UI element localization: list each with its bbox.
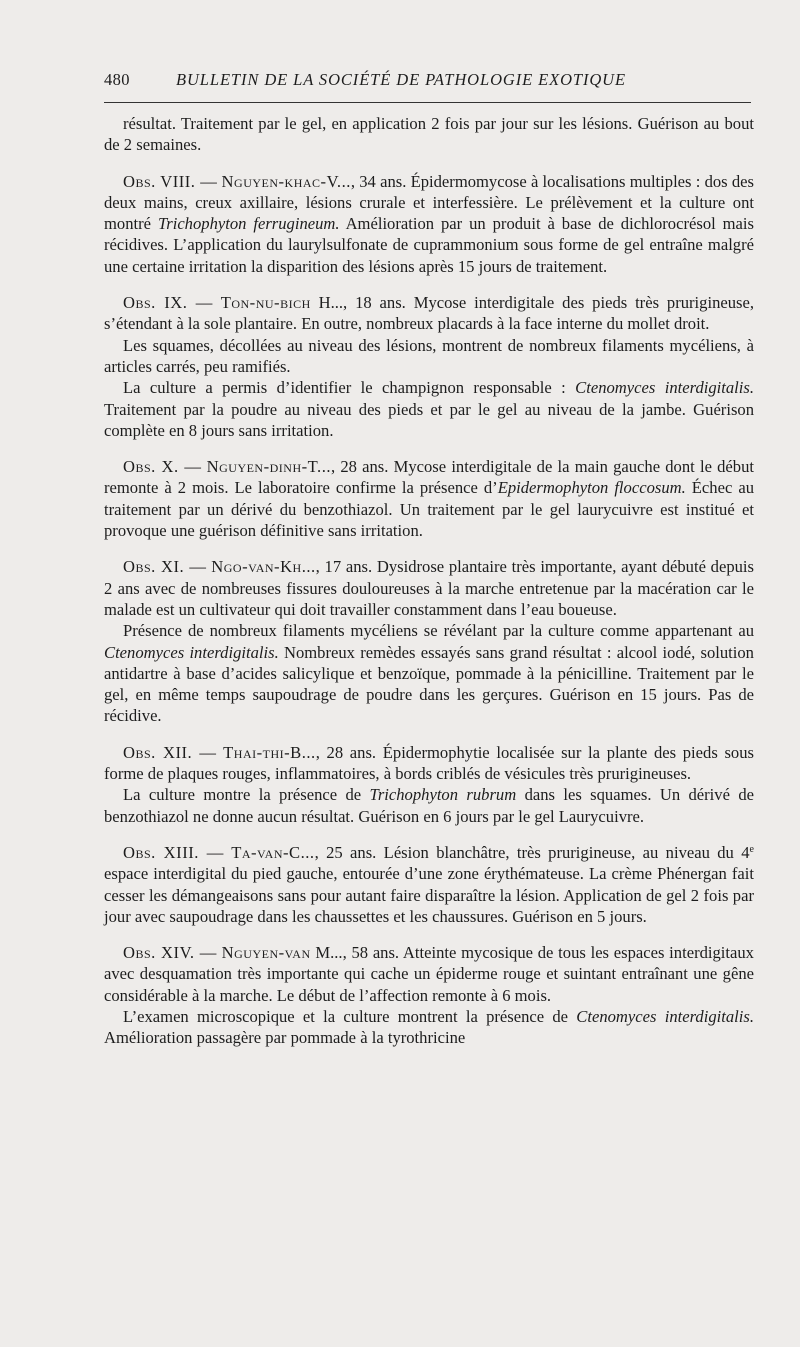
obs-label: Obs. XI. — bbox=[123, 557, 207, 577]
species-name: Ctenomyces interdigitalis. bbox=[104, 642, 279, 662]
patient-name: Ton-nu-bich bbox=[220, 293, 311, 313]
observation-14-para-2: L’examen microscopique et la culture montrent la présence de Ctenomyces interdigitalis. Amélioration passagère par pommade à la tyrothricine bbox=[104, 1006, 754, 1048]
observation-9-para-2: Les squames, décollées au niveau des lésions, montrent de nombreux filaments mycéliens, à articles carrés, peu ramifiés. bbox=[104, 335, 754, 376]
running-header bbox=[104, 70, 754, 96]
observation-12-para-2: La culture montre la présence de Trichophyton rubrum dans les squames. Un dérivé de benzothiazol ne donne aucun résultat. Guérison en 6 jours par le gel Laurycuivre. bbox=[104, 785, 754, 826]
patient-name: Thai-thi-B... bbox=[223, 742, 316, 762]
species-name: Ctenomyces interdigitalis. bbox=[576, 1006, 754, 1026]
observation-11: Obs. XI. — Ngo-van-Kh..., 17 ans. Dysidrose plantaire très importante, ayant débuté depuis 2 ans avec de nombreuses fissures douloureuses à la marche entretenue par la macération car le malade est un cultivateur qui doit travailler constamment dans l’eau boueuse. bbox=[104, 557, 755, 619]
obs-label: Obs. X. — bbox=[123, 457, 202, 477]
observation-8: Obs. VIII. — Nguyen-khac-V..., 34 ans. Épidermomycose à localisations multiples : dos des deux mains, creux axillaire, lésions crurale et interfessière. Le prélèvement et la culture ont montré Trichophyton ferrugineum. Amélioration par un produit à base de dichlorocrésol mais récidives. L’application du laurylsulfonate de cuprammonium sous forme de gel entraîne malgré une certaine irritation la disparition des lésions après 15 jours de traitement. bbox=[104, 171, 754, 276]
paragraph-continuation: résultat. Traitement par le gel, en application 2 fois par jour sur les lésions. Guérison au bout de 2 semaines. bbox=[104, 114, 754, 155]
observation-9: Obs. IX. — Ton-nu-bich H..., 18 ans. Mycose interdigitale des pieds très prurigineuse, s’étendant à la sole plantaire. En outre, nombreux placards à la face interne du mollet droit. bbox=[104, 293, 755, 334]
patient-name: Ta-van-C... bbox=[231, 842, 315, 862]
observation-9-para-3: La culture a permis d’identifier le champignon responsable : Ctenomyces interdigitalis. Traitement par la poudre au niveau des pieds et par le gel au niveau de la jambe. Guérison complète en 8 jours sans irritation. bbox=[104, 378, 754, 440]
patient-name: Ngo-van-Kh... bbox=[211, 557, 316, 577]
species-name: Ctenomyces interdigitalis. bbox=[575, 378, 754, 398]
patient-name: Nguyen-khac-V... bbox=[221, 171, 351, 191]
obs-label: Obs. IX. — bbox=[123, 293, 213, 313]
observation-14: Obs. XIV. — Nguyen-van M..., 58 ans. Atteinte mycosique de tous les espaces interdigitaux avec desquamation très importante qui cache un épiderme rouge et suintant entraînant une gêne considérable à la marche. Le début de l’affection remonte à 6 mois. bbox=[104, 943, 754, 1005]
species-name: Epidermophyton floccosum. bbox=[497, 478, 686, 498]
ordinal-superscript: e bbox=[749, 843, 754, 855]
obs-label: Obs. XIII. — bbox=[123, 842, 224, 862]
observation-12: Obs. XII. — Thai-thi-B..., 28 ans. Épidermophytie localisée sur la plante des pieds sous forme de plaques rouges, inflammatoires, à bords criblés de vésicules très prurigineuses. bbox=[104, 742, 754, 784]
obs-label: Obs. XIV. — bbox=[123, 943, 217, 963]
observation-13: Obs. XIII. — Ta-van-C..., 25 ans. Lésion blanchâtre, très prurigineuse, au niveau du 4e espace interdigital du pied gauche, entourée d’une zone érythémateuse. La crème Phénergan fait cesser les démangeaisons sans pour autant faire disparaître la lésion. Application de gel 2 fois par jour avec saupoudrage dans les chaussettes et les chaussures. Guérison en 5 jours. bbox=[104, 842, 754, 926]
species-name: Trichophyton ferrugineum. bbox=[157, 214, 340, 234]
running-title: BULLETIN DE LA SOCIÉTÉ DE PATHOLOGIE EXOTIQUE bbox=[176, 70, 626, 89]
obs-label: Obs. VIII. — bbox=[123, 171, 218, 191]
obs-label: Obs. XII. — bbox=[123, 742, 217, 762]
patient-name: Nguyen-van bbox=[221, 943, 311, 963]
page-number: 480 bbox=[104, 70, 130, 89]
header-rule bbox=[104, 102, 751, 103]
species-name: Trichophyton rubrum bbox=[369, 785, 517, 805]
article-body bbox=[104, 113, 754, 1049]
patient-name: Nguyen-dinh-T... bbox=[206, 457, 331, 477]
observation-11-para-2: Présence de nombreux filaments mycéliens se révélant par la culture comme appartenant au Ctenomyces interdigitalis. Nombreux remèdes essayés sans grand résultat : alcool iodé, solution antidartre à base d’acides salicylique et benzoïque, pommade à la pénicilline. Traitement par le gel, en même temps saupoudrage de poudre dans les gerçures. Guérison en 15 jours. Pas de récidive. bbox=[104, 621, 754, 726]
observation-10: Obs. X. — Nguyen-dinh-T..., 28 ans. Mycose interdigitale de la main gauche dont le début remonte à 2 mois. Le laboratoire confirme la présence d’Epidermophyton floccosum. Échec au traitement par un dérivé du benzothiazol. Un traitement par le gel laurycuivre est institué et provoque une guérison définitive sans irritation. bbox=[104, 457, 754, 541]
